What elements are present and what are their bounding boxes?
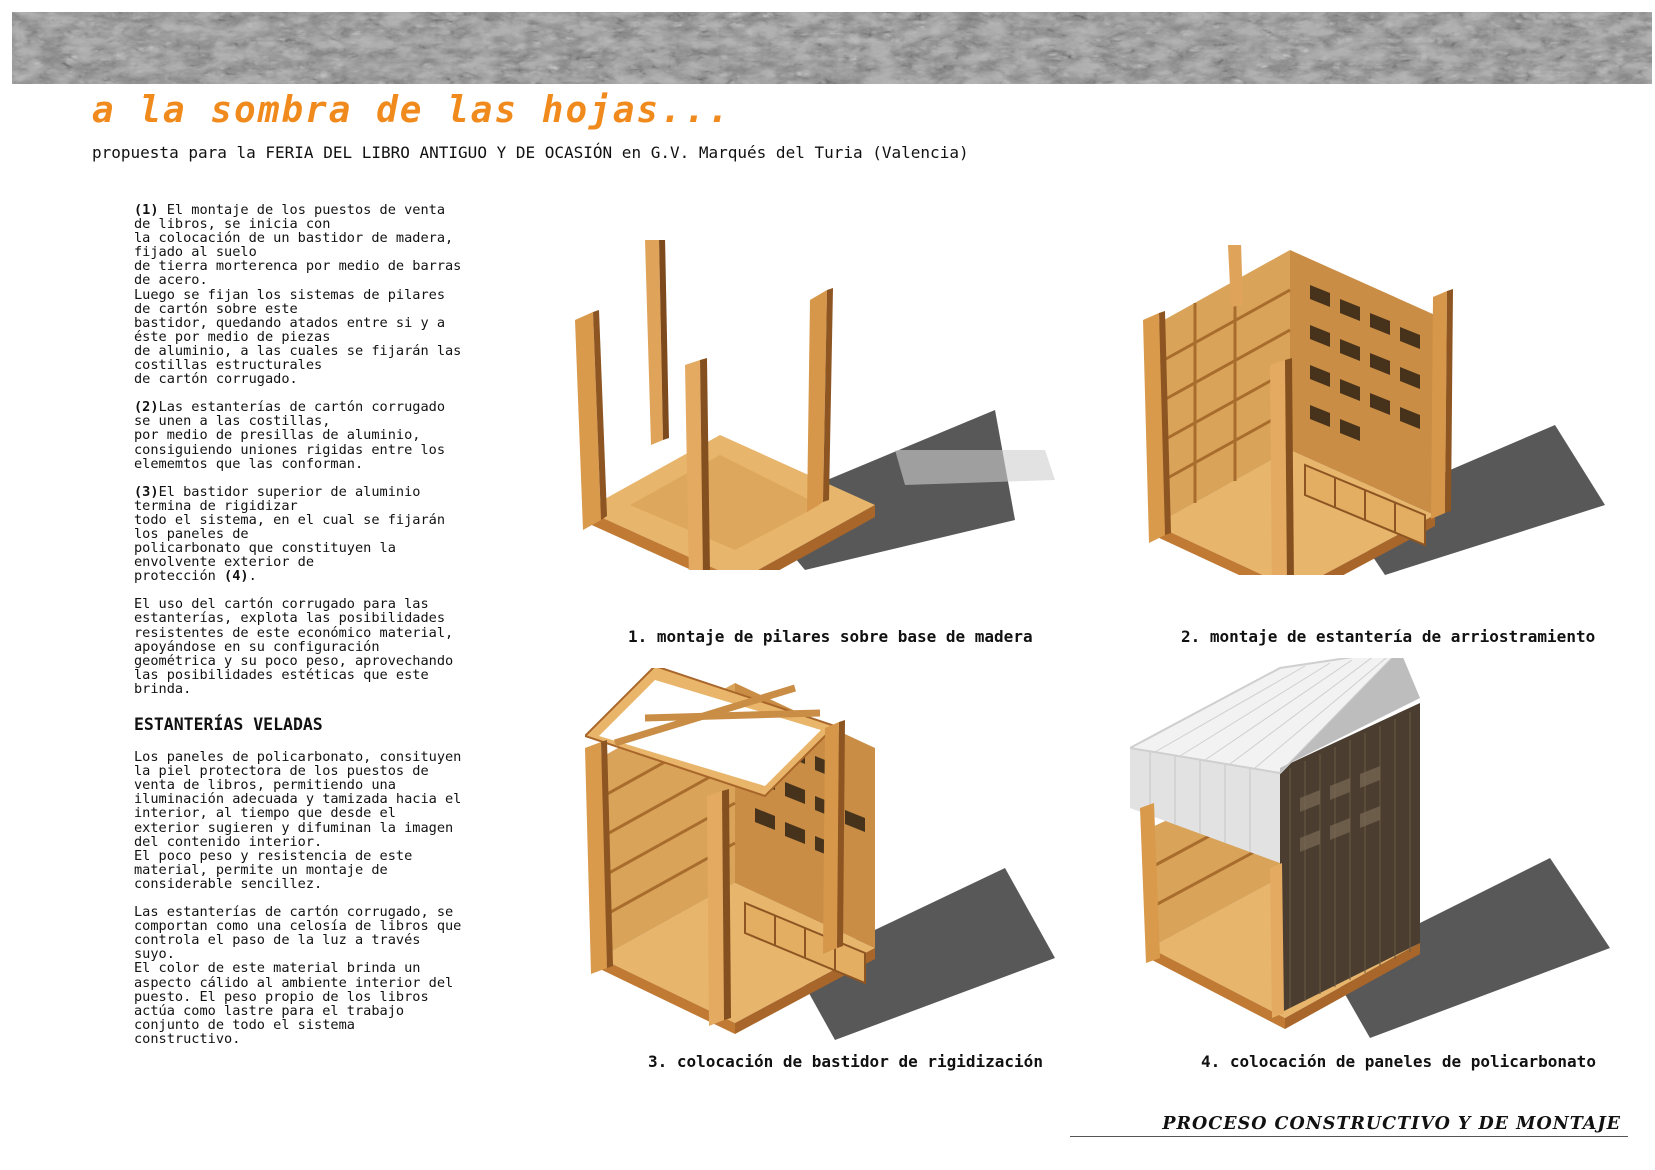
paragraph-1: (1) El montaje de los puestos de venta de libros, se inicia con la colocación de un bastidor de madera, fijado al suelo de tierra morterenca por medio de barras de acero. Luego se fijan los sistemas de pilares de cartón sobre este bastidor, quedando atados entre si y a éste por medio de piezas de aluminio, a las cuales se fijarán las costillas estructurales de cartón corrugado. (134, 202, 462, 388)
paragraph-6: Las estanterías de cartón corrugado, se comportan como una celosía de libros que controla el paso de la luz a través suyo. El color de este material brinda un aspecto cálido al ambiente interior del puesto. El peso propio de los libros actúa como lastre para el trabajo conjunto de todo el sistema constructivo. (134, 904, 462, 1047)
figure-4-polycarbonate-panels (1130, 658, 1630, 1038)
page-title: a la sombra de las hojas... (92, 90, 732, 131)
figure-3-top-frame (585, 668, 1065, 1040)
figure-2-shelving (1135, 245, 1635, 575)
page-subtitle: propuesta para la FERIA DEL LIBRO ANTIGUO Y DE OCASIÓN en G.V. Marqués del Turia (Valencia) (92, 143, 969, 162)
step-number: (3) (134, 483, 159, 500)
paragraph-5: Los paneles de policarbonato, consituyen la piel protectora de los puestos de venta de libros, permitiendo una iluminación adecuada y tamizada hacia el interior, al tiempo que desde el exterior sugieren y difuminan la imagen del contenido interior. El poco peso y resistencia de este material, permite un montaje de considerable sencillez. (134, 749, 462, 892)
figure-4-caption: 4. colocación de paneles de policarbonato (1201, 1052, 1596, 1071)
step-number: (2) (134, 399, 159, 416)
section-heading: ESTANTERÍAS VELADAS (134, 715, 323, 734)
section-footer-title: PROCESO CONSTRUCTIVO Y DE MONTAJE (1162, 1114, 1621, 1134)
figure-2-caption: 2. montaje de estantería de arriostramiento (1181, 627, 1596, 646)
step-number: (1) (134, 202, 159, 218)
paragraph-4: El uso del cartón corrugado para las estanterías, explota las posibilidades resistentes de este económico material, apoyándose en su configuración geométrica y su poco peso, aprovechando las posibilidades estéticas que este brinda. (134, 596, 454, 697)
figure-3-caption: 3. colocación de bastidor de rigidización (648, 1052, 1043, 1071)
step-number: (4) (224, 568, 249, 585)
paragraph-3: (3)El bastidor superior de aluminio termina de rigidizar todo el sistema, en el cual se fijarán los paneles de policarbonato que constituyen la envolvente exterior de protección (4). (134, 483, 445, 585)
description-column (134, 203, 479, 1060)
figure-1-pillars-on-base (575, 240, 1055, 570)
paragraph-2: (2)Las estanterías de cartón corrugado se unen a las costillas, por medio de presillas de aluminio, consiguiendo uniones rigidas entre los elememtos que las conforman. (134, 399, 446, 472)
figure-1-caption: 1. montaje de pilares sobre base de madera (628, 627, 1033, 646)
foliage-banner (12, 12, 1652, 84)
footer-divider (1070, 1136, 1628, 1137)
